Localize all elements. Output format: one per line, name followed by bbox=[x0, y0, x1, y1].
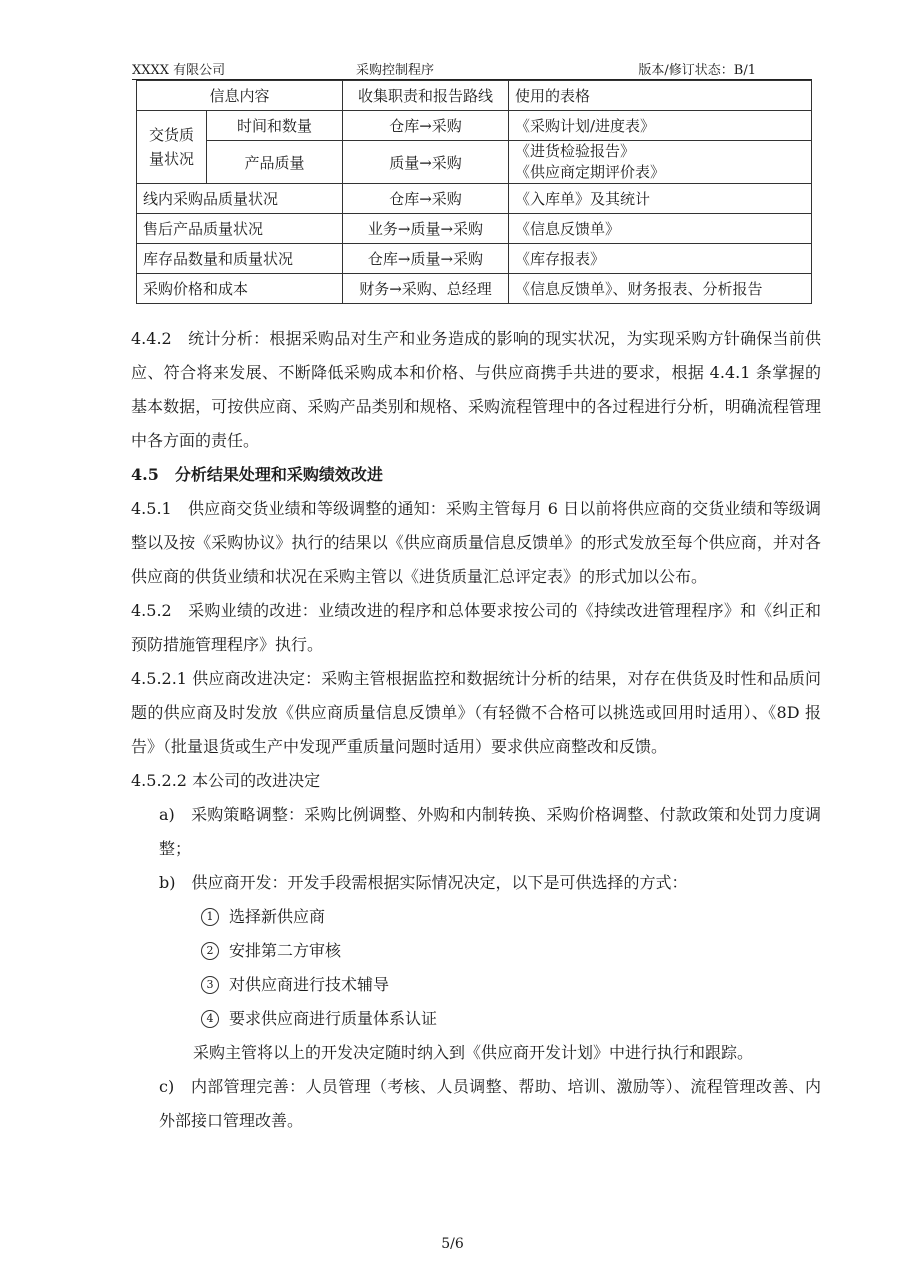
paragraph-4-5-2-2: 4.5.2.2 本公司的改进决定 bbox=[131, 771, 321, 790]
table-row bbox=[137, 214, 812, 244]
info-cell: 售后产品质量状况 bbox=[137, 214, 343, 244]
option-item bbox=[131, 934, 821, 968]
option-item bbox=[131, 900, 821, 934]
forms-cell bbox=[509, 141, 812, 184]
info-cell: 采购价格和成本 bbox=[137, 274, 343, 304]
forms-cell: 《采购计划/进度表》 bbox=[509, 111, 812, 141]
version-status: 版本/修订状态：B/1 bbox=[638, 63, 756, 78]
group-label-cell: 交货质量状况 bbox=[137, 111, 207, 184]
option-text: 要求供应商进行质量体系认证 bbox=[229, 1009, 438, 1028]
table-row bbox=[137, 141, 812, 184]
route-cell: 质量→采购 bbox=[343, 141, 509, 184]
paragraph-4-5-2-1: 4.5.2.1 供应商改进决定：采购主管根据监控和数据统计分析的结果，对存在供货及时性和品质问题的供应商及时发放《供应商质量信息反馈单》（有轻微不合格可以挑选或回用时适用）、《8D 报告》（批量退货或生产中发现严重质量问题时适用）要求供应商整改和反馈。 bbox=[131, 669, 821, 756]
company-name: XXXX 有限公司 bbox=[132, 63, 226, 78]
info-cell: 线内采购品质量状况 bbox=[137, 184, 343, 214]
paragraph-4-5-2: 4.5.2 采购业绩的改进：业绩改进的程序和总体要求按公司的《持续改进管理程序》和《纠正和预防措施管理程序》执行。 bbox=[131, 601, 821, 654]
option-text: 对供应商进行技术辅导 bbox=[229, 975, 390, 994]
forms-cell: 《库存报表》 bbox=[509, 244, 812, 274]
forms-cell: 《信息反馈单》 bbox=[509, 214, 812, 244]
option-item bbox=[131, 968, 821, 1002]
header-cell: 信息内容 bbox=[137, 81, 343, 111]
forms-cell: 《信息反馈单》、财务报表、分析报告 bbox=[509, 274, 812, 304]
item-c: c) 内部管理完善：人员管理（考核、人员调整、帮助、培训、激励等）、流程管理改善、内外部接口管理改善。 bbox=[159, 1077, 821, 1130]
circled-number: 3 bbox=[201, 976, 219, 994]
circled-number: 4 bbox=[201, 1010, 219, 1028]
route-cell: 业务→质量→采购 bbox=[343, 214, 509, 244]
page-header bbox=[132, 57, 812, 80]
header-cell: 使用的表格 bbox=[509, 81, 812, 111]
paragraph-4-5-1: 4.5.1 供应商交货业绩和等级调整的通知：采购主管每月 6 日以前将供应商的交货业绩和等级调整以及按《采购协议》执行的结果以《供应商质量信息反馈单》的形式发放至每个供应商，并对各供应商的供货业绩和状况在采购主管以《进货质量汇总评定表》的形式加以公布。 bbox=[131, 499, 821, 586]
route-cell: 仓库→采购 bbox=[343, 184, 509, 214]
info-cell: 库存品数量和质量状况 bbox=[137, 244, 343, 274]
route-cell: 仓库→采购 bbox=[343, 111, 509, 141]
document-title: 采购控制程序 bbox=[356, 63, 435, 78]
option-text: 安排第二方审核 bbox=[229, 941, 342, 960]
form-name: 《进货检验报告》 bbox=[515, 142, 636, 160]
item-b-note: 采购主管将以上的开发决定随时纳入到《供应商开发计划》中进行执行和跟踪。 bbox=[193, 1043, 754, 1062]
sub-info-cell: 时间和数量 bbox=[207, 111, 343, 141]
table-row bbox=[137, 274, 812, 304]
page-number: 5/6 bbox=[441, 1236, 464, 1252]
table-row bbox=[137, 184, 812, 214]
info-table bbox=[136, 80, 812, 304]
circled-number: 2 bbox=[201, 942, 219, 960]
section-heading-4-5: 4.5 分析结果处理和采购绩效改进 bbox=[131, 465, 383, 484]
circled-number: 1 bbox=[201, 908, 219, 926]
table-header-row bbox=[137, 81, 812, 111]
item-b: b) 供应商开发：开发手段需根据实际情况决定，以下是可供选择的方式： bbox=[159, 873, 688, 892]
route-cell: 仓库→质量→采购 bbox=[343, 244, 509, 274]
sub-info-cell: 产品质量 bbox=[207, 141, 343, 184]
table-row bbox=[137, 244, 812, 274]
header-cell: 收集职责和报告路线 bbox=[343, 81, 509, 111]
form-name: 《供应商定期评价表》 bbox=[515, 163, 666, 181]
option-item bbox=[131, 1002, 821, 1036]
option-text: 选择新供应商 bbox=[229, 907, 326, 926]
paragraph-4-4-2: 4.4.2 统计分析：根据采购品对生产和业务造成的影响的现实状况，为实现采购方针确保当前供应、符合将来发展、不断降低采购成本和价格、与供应商携手共进的要求，根据 4.4.1 条掌握的基本数据，可按供应商、采购产品类别和规格、采购流程管理中的各过程进行分析，明确流程管理中各方面的责任。 bbox=[131, 329, 821, 450]
route-cell: 财务→采购、总经理 bbox=[343, 274, 509, 304]
document-body bbox=[131, 322, 821, 1138]
table-row bbox=[137, 111, 812, 141]
forms-cell: 《入库单》及其统计 bbox=[509, 184, 812, 214]
item-a: a) 采购策略调整：采购比例调整、外购和内制转换、采购价格调整、付款政策和处罚力度调整； bbox=[159, 805, 821, 858]
